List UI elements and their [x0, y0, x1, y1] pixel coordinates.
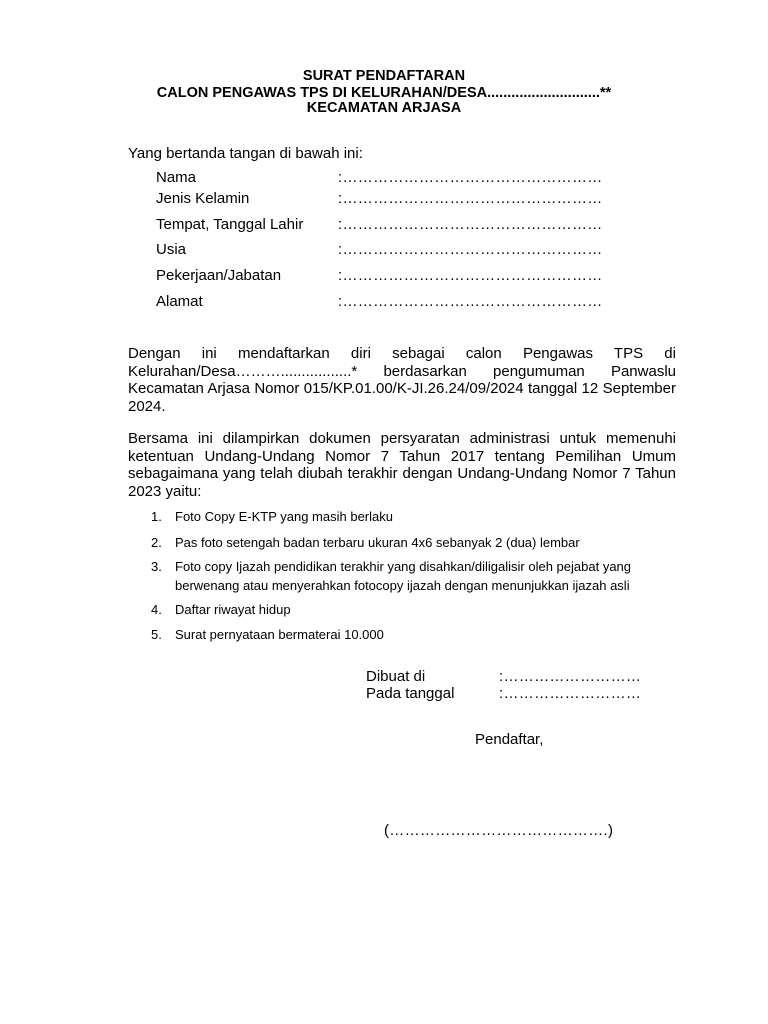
signature-name-line: (…………………………………….): [384, 822, 614, 839]
place-value: :………………………: [499, 668, 642, 685]
document-title: SURAT PENDAFTARAN: [302, 68, 466, 84]
date-value: :………………………: [499, 685, 642, 702]
requirement-item: Surat pernyataan bermaterai 10.000: [175, 627, 384, 642]
requirement-item: Daftar riwayat hidup: [175, 602, 291, 617]
field-label-nama: Nama: [156, 169, 197, 186]
requirement-item: Pas foto setengah badan terbaru ukuran 4x6 sebanyak 2 (dua) lembar: [175, 535, 580, 550]
field-value-tempat-tanggal-lahir: :……………………………………………: [338, 216, 603, 233]
requirement-number: 1.: [151, 509, 162, 524]
requirement-number: 2.: [151, 535, 162, 550]
field-value-jenis-kelamin: :……………………………………………: [338, 190, 603, 207]
requirement-number: 3.: [151, 559, 162, 574]
field-label-jenis-kelamin: Jenis Kelamin: [156, 190, 250, 207]
field-label-alamat: Alamat: [156, 293, 203, 310]
field-label-pekerjaan: Pekerjaan/Jabatan: [156, 267, 282, 284]
field-value-nama: :……………………………………………: [338, 169, 603, 186]
requirement-item: Foto copy Ijazah pendidikan terakhir yang disahkan/diligalisir oleh pejabat yang berwenang atau menyerahkan fotocopy ijazah dengan menunjukkan ijazah asli: [175, 559, 632, 593]
date-label: Pada tanggal: [366, 685, 455, 702]
field-value-alamat: :……………………………………………: [338, 293, 603, 310]
field-value-pekerjaan: :……………………………………………: [338, 267, 603, 284]
requirement-item: Foto Copy E-KTP yang masih berlaku: [175, 509, 393, 524]
document-subtitle: CALON PENGAWAS TPS DI KELURAHAN/DESA............................**: [156, 85, 612, 101]
registration-paragraph: Dengan ini mendaftarkan diri sebagai calon Pengawas TPS di Kelurahan/Desa……….................* berdasarkan pengumuman Panwaslu Kecamatan Arjasa Nomor 015/KP.01.00/K-JI.26.24/09/2024 tanggal 12 September 2024.: [128, 345, 676, 415]
field-value-usia: :……………………………………………: [338, 241, 603, 258]
place-label: Dibuat di: [366, 668, 426, 685]
intro-text: Yang bertanda tangan di bawah ini:: [128, 145, 363, 162]
requirement-number: 5.: [151, 627, 162, 642]
document-district: KECAMATAN ARJASA: [306, 100, 462, 116]
requirement-number: 4.: [151, 602, 162, 617]
field-label-tempat-tanggal-lahir: Tempat, Tanggal Lahir: [156, 216, 304, 233]
field-label-usia: Usia: [156, 241, 187, 258]
registrant-role: Pendaftar,: [475, 731, 544, 748]
attachment-paragraph: Bersama ini dilampirkan dokumen persyaratan administrasi untuk memenuhi ketentuan Undang-Undang Nomor 7 Tahun 2017 tentang Pemilihan Umum sebagaimana yang telah diubah terakhir dengan Undang-Undang Nomor 7 Tahun 2023 yaitu:: [128, 430, 676, 500]
